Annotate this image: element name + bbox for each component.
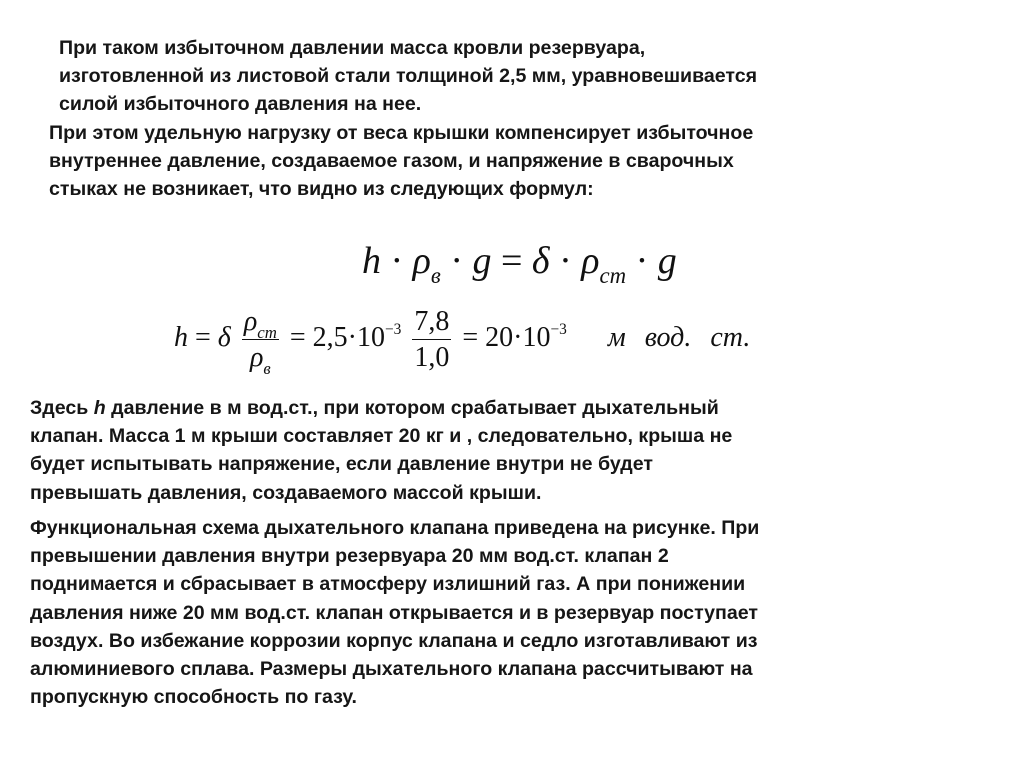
power-base: 10	[522, 321, 551, 353]
equals-sign: =	[500, 240, 523, 282]
text-line: поднимается и сбрасывает в атмосферу излишний газ. А при понижении	[30, 573, 746, 596]
exponent: −3	[384, 321, 402, 339]
var-h: h	[362, 240, 381, 282]
fraction-numerator: $\rho_{ст}$	[243, 306, 277, 342]
subscript-v: в	[430, 263, 441, 289]
dot-operator: ·	[390, 240, 404, 282]
text-line: стыках не возникает, что видно из следующих формул:	[49, 178, 594, 201]
dot-operator: ·	[635, 240, 649, 282]
text-line: При таком избыточном давлении масса кровли резервуара,	[59, 37, 646, 59]
var-rho: ρ	[581, 240, 600, 282]
subscript-st: ст	[599, 263, 627, 289]
text-line: алюминиевого сплава. Размеры дыхательного клапана рассчитывают на	[30, 658, 753, 681]
text-line: пропускную способность по газу.	[30, 686, 357, 709]
var-delta: δ	[217, 321, 231, 353]
paragraph-excess-pressure	[59, 34, 757, 119]
text-line: воздух. Во избежание коррозии корпус клапана и седло изготавливают из	[30, 629, 758, 652]
text-line: будет испытывать напряжение, если давление внутри не будет	[30, 453, 653, 476]
paragraph-specific-load	[49, 119, 753, 204]
formula-height	[174, 304, 751, 378]
text-line: клапан. Масса 1 м крыши составляет 20 кг и , следовательно, крыша не	[30, 425, 733, 448]
text-line: Функциональная схема дыхательного клапана приведена на рисунке. При	[30, 517, 760, 539]
dot-operator: ·	[450, 240, 463, 282]
text-line: внутреннее давление, создаваемое газом, и напряжение в сварочных	[49, 150, 734, 173]
formula-balance	[362, 236, 677, 291]
power-base: 10	[356, 321, 385, 353]
fraction-density	[242, 304, 279, 378]
dot-operator: ·	[559, 240, 572, 282]
fraction-denominator: $\rho_в$	[249, 342, 271, 378]
equals-sign: =	[289, 321, 306, 353]
unit-st: ст.	[710, 321, 751, 353]
coefficient: 2,5	[312, 321, 348, 353]
paragraph-valve-scheme	[30, 514, 759, 711]
text-line: превышать давления, создаваемого массой крыши.	[30, 481, 542, 504]
paragraph-explanation	[30, 394, 732, 507]
var-g: g	[472, 240, 492, 282]
equals-sign: =	[462, 321, 479, 353]
text-line: превышении давления внутри резервуара 20 мм вод.ст. клапан 2	[30, 545, 669, 568]
text-line: давления ниже 20 мм вод.ст. клапан открывается и в резервуар поступает	[30, 601, 759, 624]
exponent: −3	[550, 321, 567, 339]
fraction-numerator: 7,8	[414, 306, 450, 337]
var-rho: ρ	[412, 240, 431, 282]
var-h: h	[174, 321, 188, 353]
result-value: 20	[485, 321, 514, 353]
fraction-denominator: 1,0	[414, 342, 450, 373]
equals-sign: =	[195, 321, 211, 353]
var-delta: δ	[531, 240, 550, 282]
text-line: изготовленной из листовой стали толщиной 2,5 мм, уравновешивается	[59, 65, 758, 88]
dot-operator: ·	[347, 321, 357, 353]
text-line: силой избыточного давления на нее.	[59, 93, 422, 116]
unit-vod: вод.	[644, 321, 692, 353]
dot-operator: ·	[513, 321, 523, 353]
unit-m: м	[607, 321, 626, 353]
fraction-ratio	[412, 304, 451, 375]
var-g: g	[657, 240, 677, 282]
text-line: Здесь h давление в м вод.ст., при котором срабатывает дыхательный	[30, 397, 719, 419]
text-line: При этом удельную нагрузку от веса крышки компенсирует избыточное	[49, 122, 754, 144]
